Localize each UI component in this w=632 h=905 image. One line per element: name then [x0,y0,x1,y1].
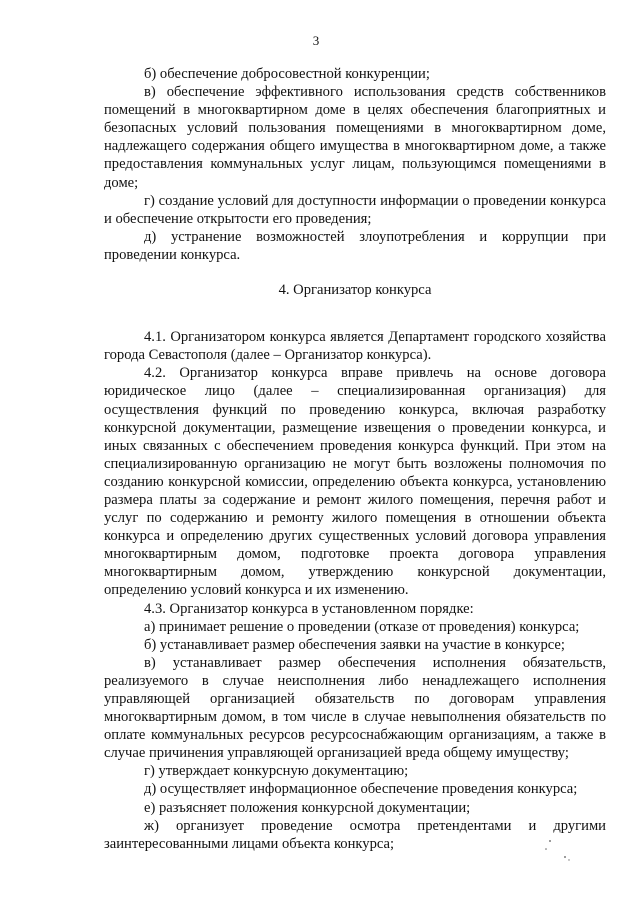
list-item-d-anti-corruption: д) устранение возможностей злоупотребления и коррупции при проведении конкурса. [104,228,606,263]
paragraph-4-3: 4.3. Организатор конкурса в установленном порядке: [144,600,474,617]
list-item-e-clarify-docs: е) разъясняет положения конкурсной документации; [144,799,471,816]
paragraph-4-2: 4.2. Организатор конкурса вправе привлечь на основе договора юридическое лицо (далее – специализированная организация) для осуществления функций по проведению конкурса, включая разработку конкурсной документации, размещение извещения о проведении конкурса, и иных связанных с обеспечением проведения конкурса функций. При этом на специализированную организацию не могут быть возложены полномочия по созданию конкурсной комиссии, определению объекта конкурса, установлению размера платы за содержание и ремонт жилого помещения, перечня работ и услуг по содержанию и ремонту жилого помещения в отношении объекта конкурса и определению других существенных условий договора управления многоквартирным домом, подготовке проекта договора управления многоквартирным домом, утверждению конкурсной документации, определению условий конкурса и их изменению. [104,365,606,599]
list-item-b-fair-competition: б) обеспечение добросовестной конкуренции; [144,66,430,82]
list-item-g-information-access: г) создание условий для доступности информации о проведении конкурса и обеспечение открытости его проведения; [104,192,606,227]
paragraph-4-1: 4.1. Организатором конкурса является Департамент городского хозяйства города Севастополя (далее – Организатор конкурса). [104,329,606,364]
page-number: 3 [312,33,320,48]
list-item-b-bid-security: б) устанавливает размер обеспечения заявки на участие в конкурсе; [144,636,565,653]
list-item-v-efficient-use: в) обеспечение эффективного использования средств собственников помещений в многоквартирном доме в целях обеспечения благоприятных и безопасных условий пользования помещениями в многоквартирном доме, надлежащего содержания общего имущества в многоквартирном доме, а также предоставления коммунальных услуг лицам, пользующимся помещениями в доме; [104,84,606,191]
list-item-a-decision: а) принимает решение о проведении (отказе от проведения) конкурса; [144,618,580,635]
scan-specks [540,838,580,868]
list-item-zh-inspection: ж) организует проведение осмотра претендентами и другими заинтересованными лицами объекта конкурса; [104,817,606,852]
list-item-g-approve-docs: г) утверждает конкурсную документацию; [144,763,409,780]
list-item-v-performance-security: в) устанавливает размер обеспечения исполнения обязательств, реализуемого в случае неисполнения либо ненадлежащего исполнения управляющей организацией обязательств по договорам управления многоквартирным домом, в том числе в случае невыполнения обязательств по оплате коммунальных ресурсов ресурсоснабжающим организациям, а также в случае причинения управляющей организацией вреда общему имуществу; [104,654,606,762]
list-item-d-info-support: д) осуществляет информационное обеспечение проведения конкурса; [144,781,578,798]
document-body [104,65,606,853]
section-heading: 4. Организатор конкурса [278,282,432,299]
